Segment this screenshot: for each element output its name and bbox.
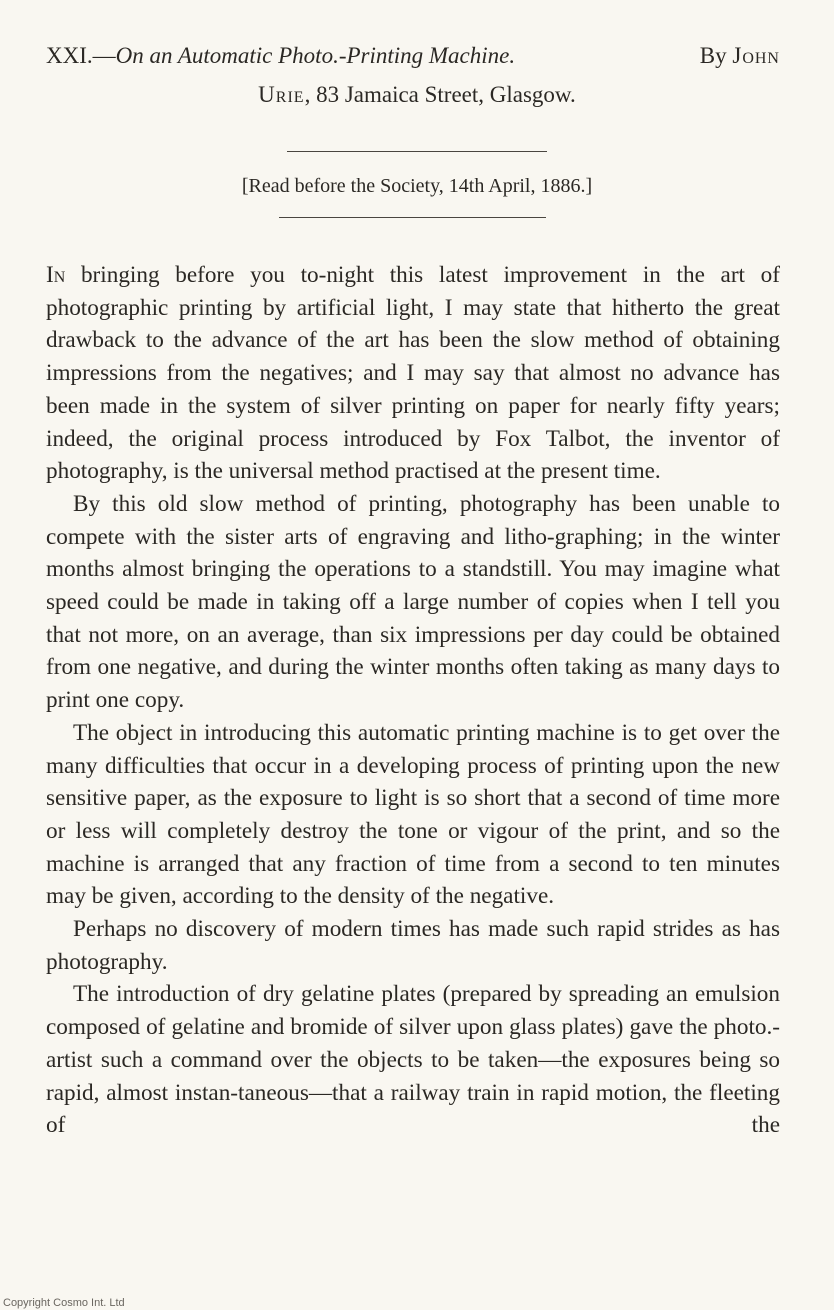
article-title-line (46, 40, 780, 72)
top-rule (287, 151, 547, 152)
author-byline (700, 40, 780, 72)
bottom-rule (279, 217, 546, 218)
article-title: On an Automatic Photo.-Printing Machine. (115, 43, 516, 68)
article-number: XXI.— (46, 43, 116, 68)
copyright-watermark: Copyright Cosmo Int. Ltd (3, 1297, 125, 1309)
author-address: , 83 Jamaica Street, Glasgow. (304, 82, 576, 107)
paragraph-1-lead: In (46, 262, 66, 288)
article-body (46, 259, 780, 1142)
paragraph-1-text: bringing before you to-night this latest improvement in the art of photographic printing by artificial light, I may state that hitherto the great drawback to the advance of the art has been the slow method of obtaining impressions from the negatives; and I may say that almost no advance has been made in the system of silver printing on paper for nearly fifty years; indeed, the original process introduced by Fox Talbot, the inventor of photography, is the universal method practised at the present time. (46, 262, 780, 485)
paragraph-3: The object in introducing this automatic printing machine is to get over the many difficulties that occur in a developing process of printing upon the new sensitive paper, as the exposure to light is so short that a second of time more or less will completely destroy the tone or vigour of the print, and so the machine is arranged that any fraction of time from a second to ten minutes may be given, according to the density of the negative. (46, 719, 780, 910)
byline-by: By (699, 43, 727, 68)
author-address-line (0, 79, 834, 111)
paragraph-1 (46, 259, 780, 488)
paragraph-2: By this old slow method of printing, photography has been unable to compete with the sister arts of engraving and litho-graphing; in the winter months almost bringing the operations to a standstill. You may imagine what speed could be made in taking off a large number of copies when I tell you that not more, on an average, than six impressions per day could be obtained from one negative, and during the winter months often taking as many days to print one copy. (46, 490, 780, 714)
author-first-name: John (732, 43, 780, 68)
paragraph-5: The introduction of dry gelatine plates (prepared by spreading an emulsion composed of gelatine and bromide of silver upon glass plates) gave the photo.-artist such a command over the objects to be taken—the exposures being so rapid, almost instan-taneous—that a railway train in rapid motion, the fleeting of the (46, 981, 780, 1139)
author-last-name: Urie (258, 82, 305, 107)
paragraph-4: Perhaps no discovery of modern times has made such rapid strides as has photography. (46, 916, 780, 975)
read-note: [Read before the Society, 14th April, 1886.] (241, 175, 593, 197)
